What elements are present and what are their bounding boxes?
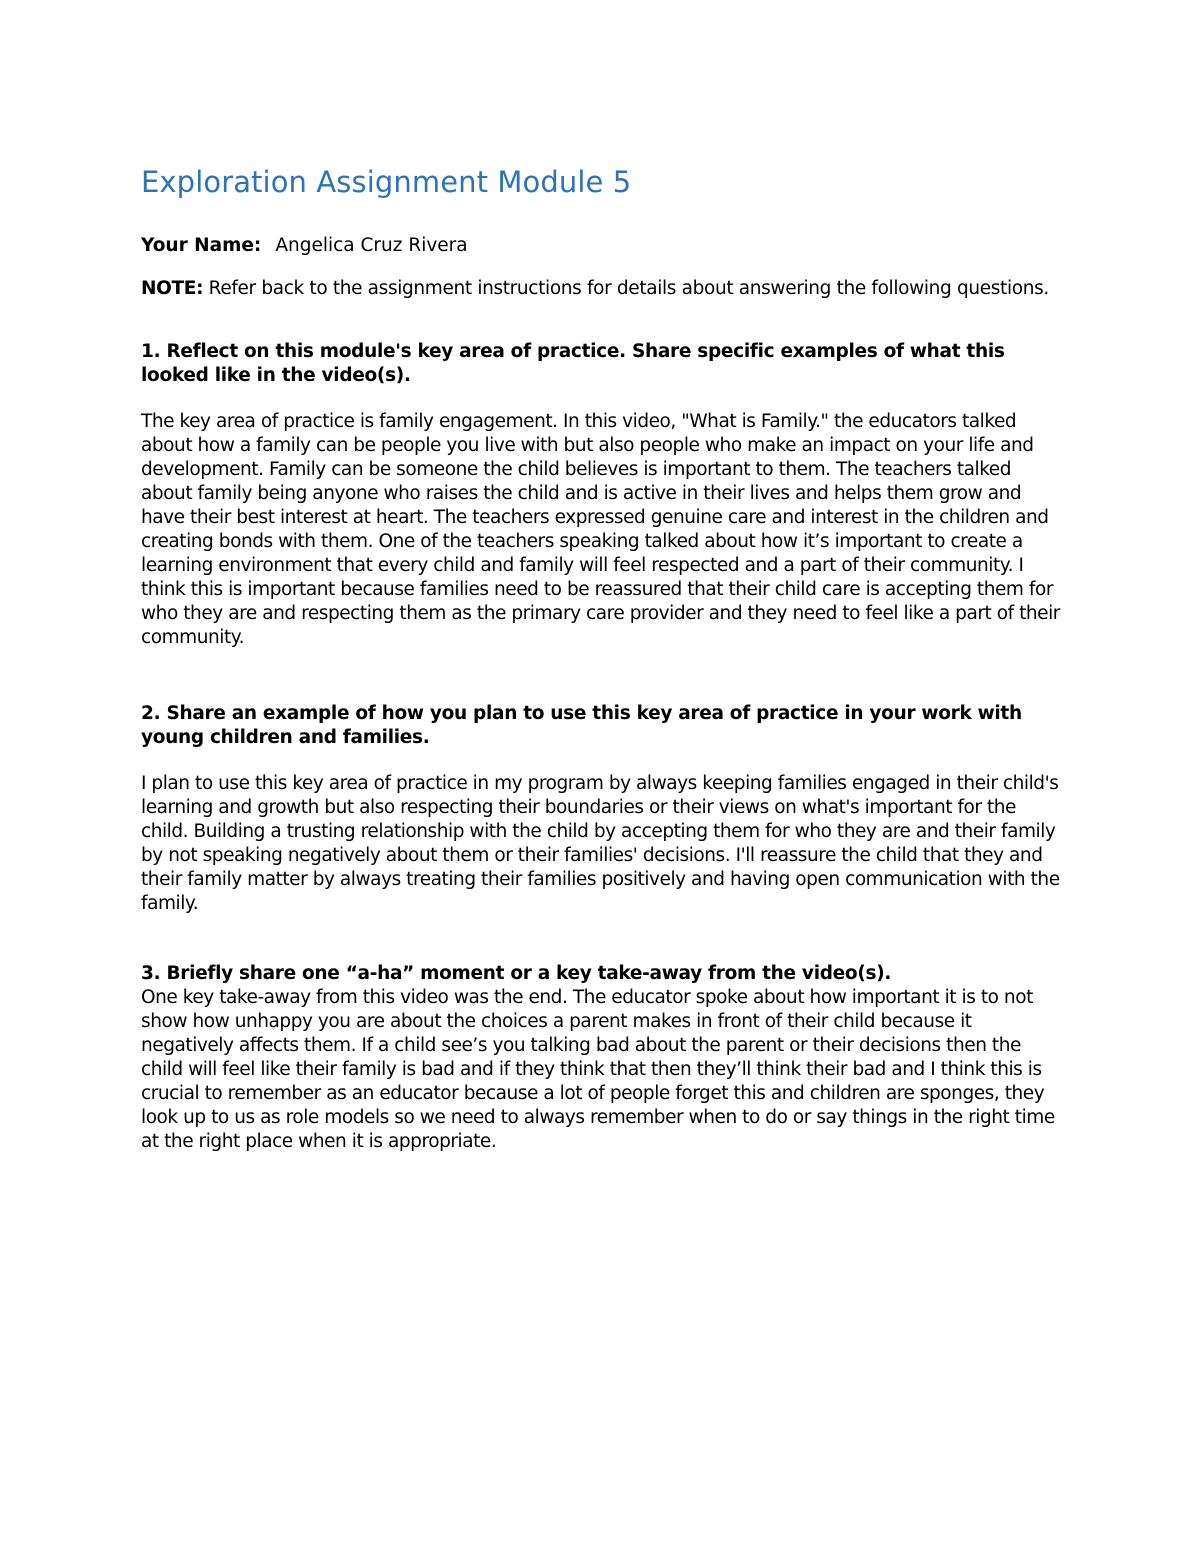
answer-1: The key area of practice is family engagement. In this video, "What is Family." the educators talked about how a family can be people you live with but also people who make an impact on your life and development. Family can be someone the child believes is important to them. The teachers talked about family being anyone who raises the child and is active in their lives and helps them grow and have their best interest at heart. The teachers expressed genuine care and interest in the children and creating bonds with them. One of the teachers speaking talked about how it’s important to create a learning environment that every child and family will feel respected and a part of their community. I think this is important because families need to be reassured that their child care is accepting them for who they are and respecting them as the primary care provider and they need to feel like a part of their community. bbox=[141, 411, 1060, 648]
note-text: Refer back to the assignment instructions for details about answering the following questions. bbox=[203, 278, 1049, 299]
question-3: 3. Briefly share one “a-ha” moment or a key take-away from the video(s). bbox=[141, 963, 892, 984]
name-label: Your Name: bbox=[141, 235, 262, 256]
question-2: 2. Share an example of how you plan to use this key area of practice in your work with young children and families. bbox=[141, 703, 1022, 748]
answer-3: One key take-away from this video was the end. The educator spoke about how important it is to not show how unhappy you are about the choices a parent makes in front of their child because it negatively affects them. If a child see’s you talking bad about the parent or their decisions then the child will feel like their family is bad and if they think that then they’ll think their bad and I think this is crucial to remember as an educator because a lot of people forget this and children are sponges, they look up to us as role models so we need to always remember when to do or say things in the right time at the right place when it is appropriate. bbox=[141, 987, 1055, 1152]
question-1: 1. Reflect on this module's key area of practice. Share specific examples of what this looked like in the video(s). bbox=[141, 341, 1005, 386]
document-title: Exploration Assignment Module 5 bbox=[141, 165, 632, 199]
document-content bbox=[141, 160, 1066, 1154]
name-line bbox=[141, 234, 1066, 258]
note-label: NOTE: bbox=[141, 278, 204, 299]
note-paragraph bbox=[141, 275, 1066, 302]
answer-2: I plan to use this key area of practice in my program by always keeping families engaged in their child's learning and growth but also respecting their boundaries or their views on what's important for the child. Building a trusting relationship with the child by accepting them for who they are and their family by not speaking negatively about them or their families' decisions. I'll reassure the child that they and their family matter by always treating their families positively and having open communication with the family. bbox=[141, 773, 1060, 914]
name-value: Angelica Cruz Rivera bbox=[275, 235, 468, 256]
